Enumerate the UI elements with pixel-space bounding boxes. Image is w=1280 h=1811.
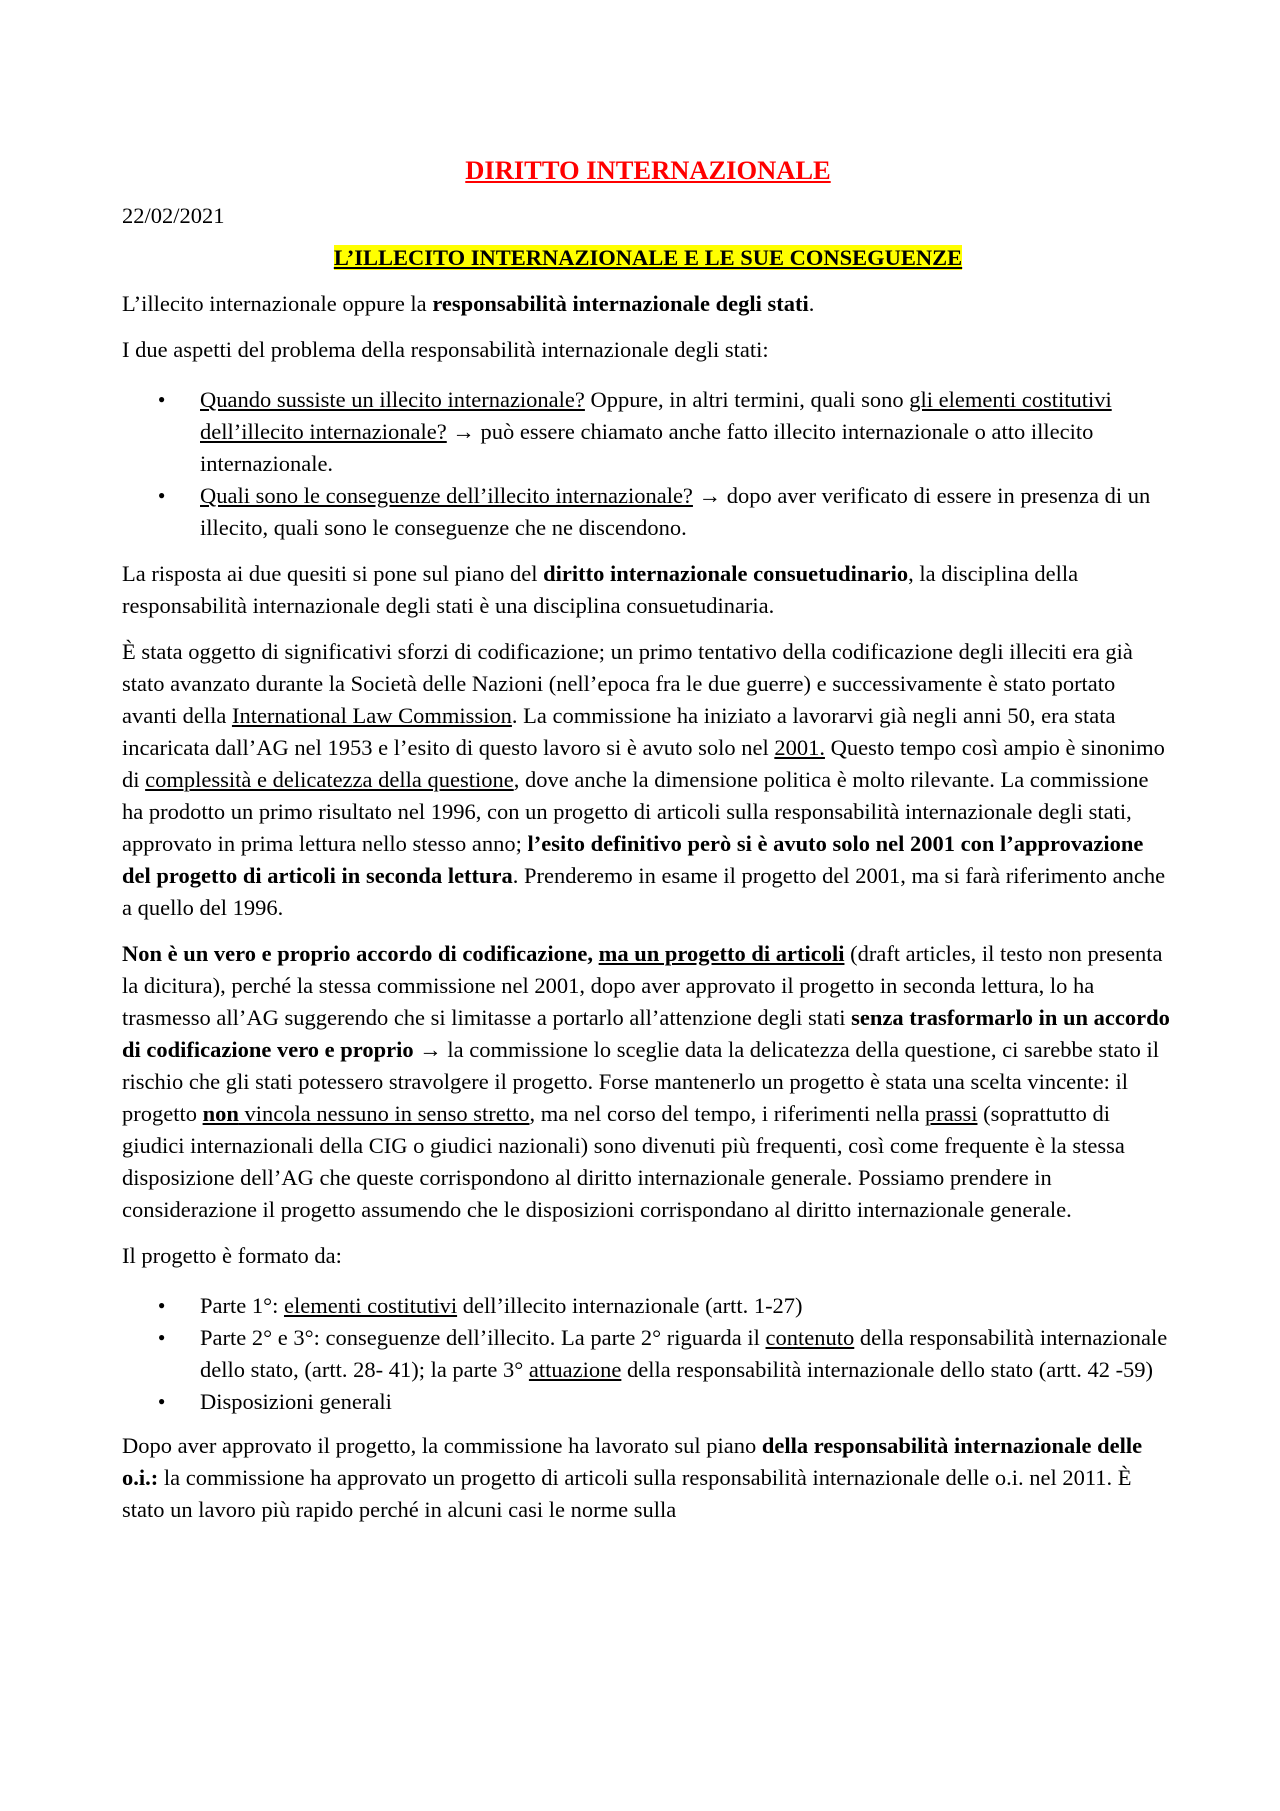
aspects-list — [122, 384, 1174, 544]
section-heading — [122, 242, 1174, 274]
list-item: ● Quando sussiste un illecito internazionale? Oppure, in altri termini, quali sono gli elementi costitutivi dell’illecito internazionale? → può essere chiamato anche fatto illecito internazionale o atto illecito internazionale. — [122, 384, 1174, 480]
aspects-intro-paragraph: I due aspetti del problema della responsabilità internazionale degli stati: — [122, 337, 769, 362]
intro-paragraph: L’illecito internazionale oppure la responsabilità internazionale degli stati. — [122, 291, 815, 316]
list-item: ● Disposizioni generali — [122, 1386, 1174, 1418]
document-body — [122, 152, 1174, 1540]
lecture-date: 22/02/2021 — [122, 203, 225, 228]
document-title: DIRITTO INTERNAZIONALE — [465, 155, 831, 185]
oi-paragraph: Dopo aver approvato il progetto, la commissione ha lavorato sul piano della responsabilità internazionale delle o.i.: la commissione ha approvato un progetto di articoli sulla responsabilità internazionale delle o.i. nel 2011. È stato un lavoro più rapido perché in alcuni casi le norme sulla — [122, 1433, 1143, 1522]
section-heading-text: L’ILLECITO INTERNAZIONALE E LE SUE CONSEGUENZE — [333, 245, 963, 270]
list-item: ● Parte 2° e 3°: conseguenze dell’illecito. La parte 2° riguarda il contenuto della responsabilità internazionale dello stato, (artt. 28- 41); la parte 3° attuazione della responsabilità internazionale dello stato (artt. 42 -59) — [122, 1322, 1174, 1386]
codification-paragraph: È stata oggetto di significativi sforzi di codificazione; un primo tentativo della codificazione degli illeciti era già stato avanzato durante la Società delle Nazioni (nell’epoca fra le due guerre) e successivamente è stato portato avanti della International Law Commission. La commissione ha iniziato a lavorarvi già negli anni 50, era stata incaricata dall’AG nel 1953 e l’esito di questo lavoro si è avuto solo nel 2001. Questo tempo così ampio è sinonimo di complessità e delicatezza della questione, dove anche la dimensione politica è molto rilevante. La commissione ha prodotto un primo risultato nel 1996, con un progetto di articoli sulla responsabilità internazionale degli stati, approvato in prima lettura nello stesso anno; l’esito definitivo però si è avuto solo nel 2001 con l’approvazione del progetto di articoli in seconda lettura. Prenderemo in esame il progetto del 2001, ma si farà riferimento anche a quello del 1996. — [122, 639, 1166, 920]
consuetudinary-paragraph: La risposta ai due quesiti si pone sul piano del diritto internazionale consuetudinario, la disciplina della responsabilità internazionale degli stati è una disciplina consuetudinaria. — [122, 561, 1079, 618]
list-item: ● Parte 1°: elementi costitutivi dell’illecito internazionale (artt. 1-27) — [122, 1290, 1174, 1322]
structure-intro-paragraph: Il progetto è formato da: — [122, 1243, 342, 1268]
parts-list — [122, 1290, 1174, 1418]
list-item: ● Quali sono le conseguenze dell’illecito internazionale? → dopo aver verificato di essere in presenza di un illecito, quali sono le conseguenze che ne discendono. — [122, 480, 1174, 544]
draft-articles-paragraph: Non è un vero e proprio accordo di codificazione, ma un progetto di articoli (draft articles, il testo non presenta la dicitura), perché la stessa commissione nel 2001, dopo aver approvato il progetto in seconda lettura, lo ha trasmesso all’AG suggerendo che si limitasse a portarlo all’attenzione degli stati senza trasformarlo in un accordo di codificazione vero e proprio → la commissione lo sceglie data la delicatezza della questione, ci sarebbe stato il rischio che gli stati potessero stravolgere il progetto. Forse mantenerlo un progetto è stata una scelta vincente: il progetto non vincola nessuno in senso stretto, ma nel corso del tempo, i riferimenti nella prassi (soprattutto di giudici internazionali della CIG o giudici nazionali) sono divenuti più frequenti, così come frequente è la stessa disposizione dell’AG che queste corrispondono al diritto internazionale generale. Possiamo prendere in considerazione il progetto assumendo che le disposizioni corrispondano al diritto internazionale generale. — [122, 941, 1170, 1222]
